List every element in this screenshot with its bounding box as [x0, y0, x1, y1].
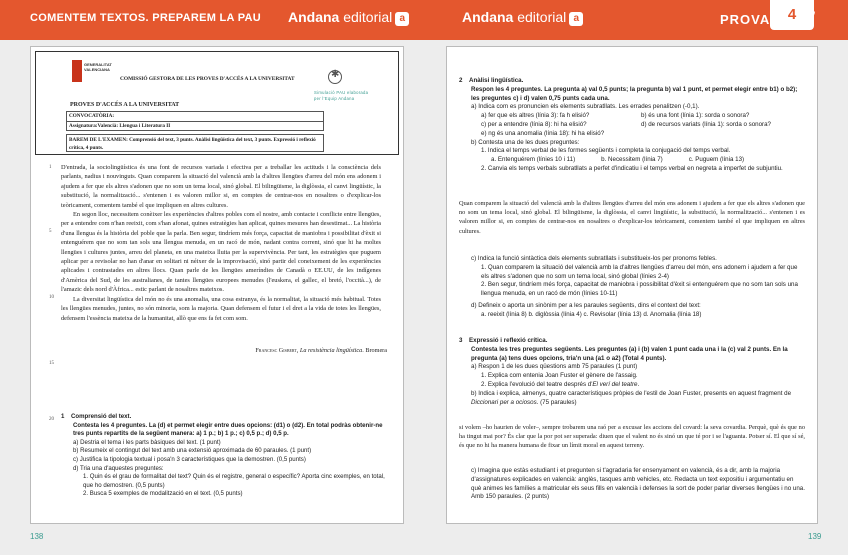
right-page	[424, 0, 848, 555]
subitem-text: 2. Explica l'evolució del teatre després d'	[481, 380, 593, 388]
question-3-c	[459, 467, 805, 502]
question-item: a) Destria el tema i les parts bàsiques del text. (1 punt)	[73, 438, 221, 446]
question-item: b) Contesta una de les dues preguntes:	[471, 138, 580, 146]
sub-option: b. Necessitem (línia 7)	[601, 156, 663, 164]
question-subitem: 2. Busca 5 exemples de modalització en el text. (0,5 punts)	[83, 490, 243, 498]
question-item: d) Defineix o aporta un sinònim per a les paraules següents, dins el context del text:	[471, 301, 701, 309]
section-title: COMENTEM TEXTOS. PREPAREM LA PAU	[30, 12, 262, 24]
exam-title: PROVES D'ACCÉS A LA UNIVERSITAT	[70, 102, 180, 108]
text-paragraph: D'entrada, la sociolingüística és una font de recursos variada i efectiva per a treballar les actituds i la consciència dels parlants, nadius i nouvinguts. Quan comparem la situació del valencià amb la d'altres llengües d'arreu del món ens adonem i ajudem a fer que els altres s'adonen que no som un tema local, sinó global. El bilingüisme, la diglòssia, el canvi lingüístic, la substitució, la normalització... s'entenen i es valoren millor si, en comptes de centrar-nos en nosaltres o d'explicar-los teòricament, comentem també el que impliquen en altres cultures.	[61, 164, 381, 209]
commission-title: COMISSIÓ GESTORA DE LES PROVES D'ACCÉS A LA UNIVERSITAT	[120, 76, 295, 82]
publisher-brand	[462, 9, 583, 26]
definition-items: a. reeixit (línia 8) b. diglòssia (línia 4) c. Revisolar (línia 13) d. Anomalia (línia 18)	[481, 310, 702, 318]
sub-option: e) ng és una anomalia (línia 18): hi ha elisió?	[481, 129, 605, 137]
generalitat-logo	[72, 60, 116, 84]
brand-logo-icon: a	[569, 12, 583, 26]
item-end: . (75 paraules)	[536, 398, 577, 406]
brand-name: Andana	[462, 9, 514, 25]
crest-icon	[72, 60, 82, 82]
credit-line-1: Simulació PAU elaborada	[314, 90, 369, 95]
convocatoria-field: CONVOCATÒRIA:	[66, 111, 324, 121]
pronunciation-items	[459, 112, 805, 138]
work-title: Diccionari per a ociosos	[471, 398, 537, 406]
verb-items	[459, 156, 805, 165]
line-number: 20	[49, 417, 54, 422]
author-name: Francesc Gisbert,	[255, 347, 299, 354]
question-intro: Respon les 4 preguntes. La pregunta a) val 0,5 punts; la pregunta b) val 1 punt, et permet elegir entre b1) o b2); les preguntes c) i d) valen 0,75 punts cada una.	[471, 85, 798, 102]
question-1	[61, 413, 391, 499]
subitem-end: .	[637, 380, 640, 388]
question-title: Anàlisi lingüística.	[469, 77, 524, 84]
brand-logo-icon: a	[395, 12, 409, 26]
question-item: a) Respon 1 de les dues qüestions amb 75 paraules (1 punt)	[471, 363, 638, 371]
prova-label: PROVA	[720, 12, 771, 27]
credit-line-2: per l'Equip Andana	[314, 96, 355, 101]
line-number: 10	[49, 295, 54, 300]
question-item: c) Indica la funció sintàctica dels elements subratllats i substitueix-los per pronoms febles.	[471, 255, 717, 262]
prova-number: 4	[787, 6, 797, 23]
question-item: a) Indica com es pronuncien els elements subratllats. Les errades penalitzen (-0,1).	[471, 103, 700, 111]
grading-field: BAREM DE L'EXAMEN: Comprensió del text, 3 punts. Anàlisi lingüística del text, 3 punts. Expressió i reflexió crítica, 4 punts.	[66, 134, 324, 152]
question-item: b) Resumeix el contingut del text amb una extensió aproximada de 60 paraules. (1 punt)	[73, 447, 312, 455]
question-3	[459, 337, 805, 407]
question-subitem: 1. Explica com entenia Joan Fuster el gènere de l'assaig.	[481, 372, 638, 380]
exam-header-box	[35, 51, 399, 155]
question-title: Comprensió del text.	[71, 413, 132, 420]
quote-icon: ”	[804, 8, 817, 34]
brand-suffix: editorial	[339, 9, 393, 25]
line-number: 15	[49, 361, 54, 366]
text-paragraph: En segon lloc, necessitem conèixer les experiències d'altres pobles com el nostre, amb contacte i conflicte entre llengües, per a entendre com n'han reeixit, com s'han afonat, quines estratègies han aplicat, quines mesures han desestimat... La història d'una llengua és la història del poble que la parla. Ben segur, tindríem més força, capacitat de maniobra i possibilitat d'èxit si entenguérem que no som tan sols una llengua menuda, en un racó de món, nadant contra corrent, sinó que hi ha moltes llengües i cultures juntes, arreu del planeta, en una mateixa lluita per la supervivència. Per tant, les estratègies que puguem aplicar per a revisolar no han d'anar en solitari ni néixer de la improvisació, sinó partir del coneixement de les experiències aplicades i contrastades en altres llocs. Quan parle de les llengües ameríndies de Canadà o EE.UU, de les indígenes d'Amèrica del Sud, de les australianes, de tantes llengües europees menudes (l'euskera, el gallec, el bretó, l'occità...), de l'amazic dels nord d'Àfrica... estic parlant de nosaltres mateixos.	[61, 211, 381, 294]
question-item: d) Tria una d'aquestes preguntes:	[73, 464, 164, 472]
sub-option: a) fer que els altres (línia 3): fa h elisió?	[481, 112, 590, 120]
fuster-quote: si volem –ho haurien de voler–, sempre trobarem una raó per a excusar les accions del covard: la seva covardia. Perquè, què és que no ha tingut mai por? És clar que la por pot ser superada: diuen que el valent no és sinó un que té por i se l'aguanta. Potser sí. El que sí sé, és que no hi ha manera humana de fixar un límit moral en aquest terreny.	[459, 424, 805, 450]
question-title: Expressió i reflexió crítica.	[469, 337, 548, 344]
exam-sheet-right	[446, 46, 818, 524]
page-number-left: 138	[30, 532, 44, 541]
left-header-bar	[0, 0, 424, 40]
sub-option: c. Puguem (línia 13)	[688, 156, 745, 164]
question-subitem: 2. Ben segur, tindríem més força, capacitat de maniobra i possibilitat d'èxit si entenguérem que no som tan sols una llengua menuda, en un racó de món (línies 10-11)	[481, 281, 798, 298]
page-number-right: 139	[808, 532, 822, 541]
simulation-credit	[314, 90, 368, 102]
question-subitem: 1. Quan comparem la situació del valencià amb la d'altres llengües d'arreu del món, ens adonem i ajudem a fer que els altres s'adonen que no som un tema local, sinó global (línies 2-4)	[481, 263, 798, 280]
question-item: c) Imagina que estàs estudiant i et pregunten si t'agradaria fer ensenyament en valencià, és a dir, amb la majoria d'assignatures explicades en valencià: anglès, tasques amb vehicles, etc. Redacta un text expositiu i argumentatiu en què animes les famílies a matricular els seus fills en valencià i defenses la sort de poder parlar diverses llengües i no una. Amb 150 paraules. (2 punts)	[471, 467, 805, 501]
work-title: El verí del teatre	[592, 380, 638, 388]
exam-sheet-left	[30, 46, 404, 524]
right-header-bar	[424, 0, 848, 40]
author-citation	[207, 347, 387, 354]
sub-option: d) de recursos variats (línia 1): sorda o sonora?	[641, 120, 771, 128]
work-title: La resistència lingüística	[299, 347, 363, 354]
line-number: 5	[49, 229, 52, 234]
question-subitem: 2. Canvia els temps verbals subratllats a perfet d'indicatiu i el temps verbal en negreta a imperfet de subjuntiu.	[481, 164, 783, 172]
sub-option: a. Entenguérem (línies 10 i 11)	[491, 156, 576, 164]
question-intro: Contesta les 4 preguntes. La (d) et permet elegir entre dues opcions: (d1) o (d2). En total podràs obtenir-ne tres punts repartits de la següent manera: a) 1 p.; b) 1 p.; c) 0,5 p.; d) 0,5 p.	[73, 421, 383, 438]
question-number: 2	[459, 77, 463, 84]
reference-paragraph: Quan comparem la situació del valencià amb la d'altres llengües d'arreu del món ens adonem i ajudem a fer que els altres s'adonen que no som un tema local, sinó global. El bilingüisme, la diglòssia, el canvi lingüístic, la substitució, la normalització... s'entenen i es valoren millor si, en comptes de centrar-nos en nosaltres o d'explicar-los teòricament, comentem també el que impliquen en altres cultures.	[459, 200, 805, 235]
question-intro: Contesta les tres preguntes següents. Les preguntes (a) i (b) valen 1 punt cada una i la (c) val 2 punts. En la pregunta (a) tens dues opcions, tria'n una (a1 o a2) (Total 4 punts).	[471, 345, 788, 362]
sub-option: c) per a entendre (línia 8): hi ha elisió?	[481, 120, 587, 128]
source-text	[61, 163, 381, 323]
question-number: 3	[459, 337, 463, 344]
question-item: c) Justifica la tipologia textual i posa'n 3 característiques que la demostren. (0,5 punts)	[73, 455, 306, 463]
question-item	[459, 390, 805, 408]
publisher-brand	[288, 9, 409, 26]
brand-name: Andana	[288, 9, 340, 25]
sub-option: b) és una font (línia 1): sorda o sonora?	[641, 112, 750, 120]
question-subitem: 1. Quin és el grau de formalitat del text? Quin és el registre, general o específic? Aporta cinc exemples, en total, que ho demostren. (0,5 punts)	[83, 473, 385, 489]
question-subitem	[459, 381, 805, 390]
item-text: b) Indica i explica, almenys, quatre característiques pròpies de l'estil de Joan Fuster, presents en aquest fragment de	[471, 389, 792, 397]
brand-suffix: editorial	[513, 9, 567, 25]
subject-field: Assignatura:Valencià: Llengua i Literatura II	[66, 121, 324, 131]
question-number: 1	[61, 413, 65, 420]
gv-logo-text: GENERALITAT VALENCIANA	[84, 62, 112, 72]
line-number: 1	[49, 165, 52, 170]
question-2-continued	[459, 255, 805, 320]
text-paragraph: La diversitat lingüística del món no és una anomalia, una cosa estranya, és la normalitat, la situació més habitual. Totes les llengües menudes, juntes, no són minoria, som la majoria. Quan defensem el futur i el dret a la vida de totes les llengües, defensem l'essència mateixa de la humanitat, allò que ens fa fet com som.	[61, 295, 381, 322]
question-2	[459, 77, 805, 174]
publisher: . Bromera	[362, 347, 387, 354]
question-subitem: 1. Indica el temps verbal de les formes següents i completa la conjugació del temps verbal.	[481, 147, 731, 155]
seal-icon	[328, 70, 342, 84]
